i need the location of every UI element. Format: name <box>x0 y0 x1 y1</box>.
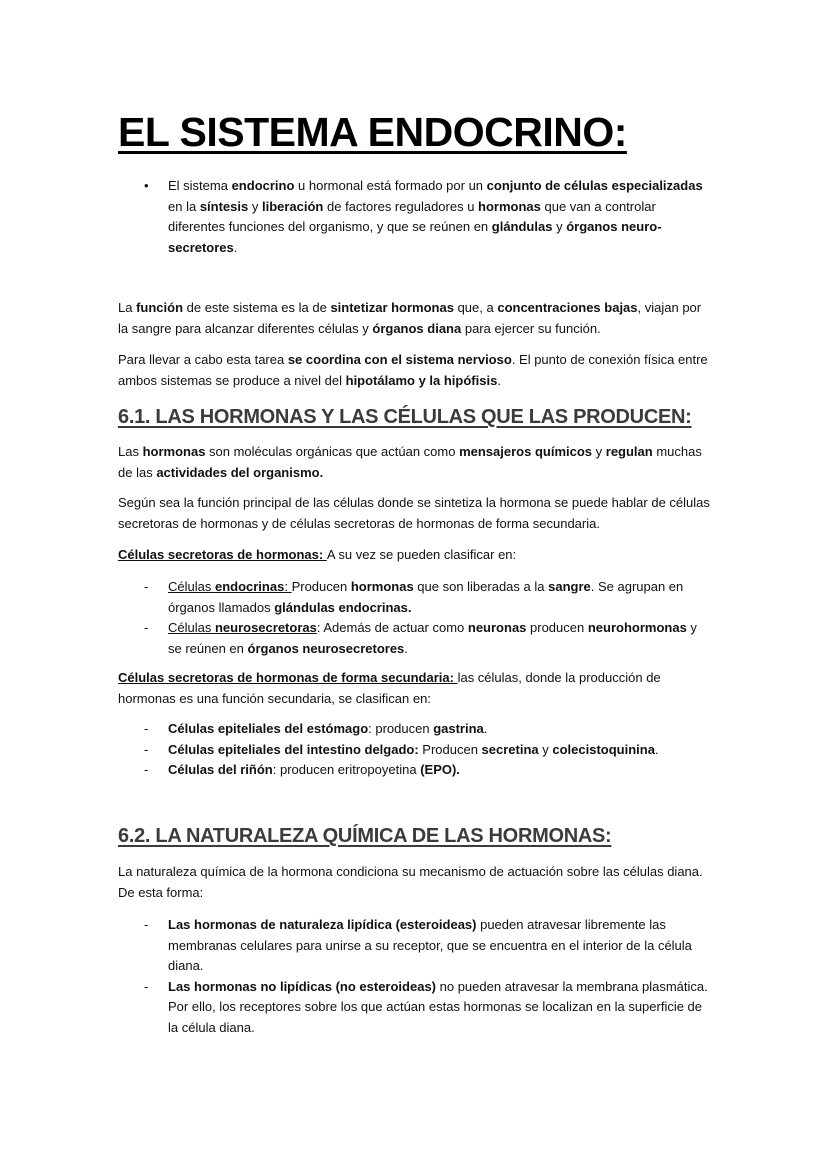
text-run: gastrina <box>433 721 484 736</box>
intro-bullet-list <box>118 176 714 258</box>
list-item <box>118 915 714 977</box>
text-run: : <box>284 579 292 594</box>
text-run: endocrinas <box>214 579 285 594</box>
text-run: : Además de actuar como <box>316 620 468 635</box>
text-run: conjunto de células especializadas <box>486 178 703 193</box>
paragraph-forma-secundaria <box>118 668 714 709</box>
text-run: y <box>248 198 262 214</box>
dash-marker: - <box>144 620 149 635</box>
document-title: EL SISTEMA ENDOCRINO: <box>118 109 627 155</box>
text-run: hipotálamo y la hipófisis <box>345 372 498 388</box>
text-run: , viajan por la sangre para alcanzar diferentes células y <box>118 300 702 336</box>
text-run: hormonas <box>350 579 414 594</box>
text-run: La <box>118 300 137 315</box>
text-run: Las <box>118 444 143 459</box>
text-run: que, a <box>453 300 498 315</box>
text-run: (EPO). <box>420 762 460 777</box>
text-run: síntesis <box>199 198 249 214</box>
text-run: . <box>233 239 238 255</box>
text-run: Células <box>168 579 215 594</box>
text-run: Células secretoras de hormonas: <box>118 547 327 562</box>
text-run: . <box>654 741 659 757</box>
paragraph-hormonas <box>118 442 714 483</box>
text-run: Las hormonas no lipídicas (no esteroideas) <box>168 978 437 994</box>
list-item <box>118 577 714 618</box>
text-run: Células del riñón <box>168 762 273 777</box>
list-item <box>118 740 714 761</box>
text-run: liberación <box>261 198 324 214</box>
text-run: que van a controlar diferentes funciones del organismo, y que se reúnen en <box>168 198 656 234</box>
text-run: actividades del organismo. <box>156 464 324 480</box>
text-run: glándulas <box>491 219 553 234</box>
paragraph-celulas-secretoras <box>118 545 714 566</box>
text-run: neuronas <box>467 620 527 635</box>
dash-marker: - <box>144 741 149 757</box>
dash-marker: - <box>144 762 149 777</box>
text-run: producen <box>526 620 588 635</box>
text-run: secretina <box>481 741 539 757</box>
text-run: El sistema <box>168 178 232 193</box>
text-run: Células epiteliales del estómago <box>168 721 369 736</box>
text-run: concentraciones bajas <box>497 300 638 315</box>
list-naturaleza <box>118 915 714 1038</box>
text-run: mensajeros químicos <box>459 444 593 459</box>
text-run: órganos neurosecretores <box>247 640 405 656</box>
text-run: . <box>497 372 501 388</box>
text-run: Según sea la función principal de las células donde se sintetiza la hormona se puede hablar de células secretoras de hormonas y de células secretoras de hormonas de forma secundaria. <box>118 495 710 531</box>
list-item <box>118 719 714 740</box>
text-run: para ejercer su función. <box>461 320 601 336</box>
paragraph-funcion <box>118 298 714 339</box>
text-run: hormonas <box>478 198 541 214</box>
text-run: de factores reguladores u <box>323 198 479 214</box>
text-run: Células epiteliales del intestino delgado: <box>168 741 419 757</box>
text-run: y se reúnen en <box>168 620 697 656</box>
paragraph-coordinacion <box>118 350 714 391</box>
text-run: . <box>483 721 488 736</box>
text-run: las células, donde la producción de hormonas es una función secundaria, se clasifican en: <box>118 670 661 706</box>
list-item <box>118 977 714 1039</box>
dash-marker: - <box>144 579 149 594</box>
text-run: Las hormonas de naturaleza lipídica (esteroideas) <box>168 917 477 932</box>
dash-marker: - <box>144 978 149 994</box>
text-run: hormonas <box>142 444 206 459</box>
text-run: endocrino <box>231 178 295 193</box>
text-run: Producen <box>418 741 482 757</box>
text-run: que son liberadas a la <box>413 579 549 594</box>
list-forma-secundaria <box>118 719 714 781</box>
text-run: . El punto de conexión física entre ambos sistemas se produce a nivel del <box>118 352 708 388</box>
text-run: Producen <box>291 579 351 594</box>
text-run: . <box>404 640 408 656</box>
text-run: glándulas endocrinas. <box>274 599 412 615</box>
text-run: muchas de las <box>118 444 702 480</box>
paragraph-naturaleza <box>118 862 714 903</box>
text-run: u hormonal está formado por un <box>294 178 487 193</box>
text-run: Para llevar a cabo esta tarea <box>118 352 288 367</box>
paragraph-segun <box>118 493 714 534</box>
list-item <box>118 618 714 659</box>
text-run: Células <box>168 620 215 635</box>
text-run: órganos diana <box>372 320 462 336</box>
text-run: no pueden atravesar la membrana plasmática. Por ello, los receptores sobre los que actúan estas hormonas se localizan en la superficie de la célula diana. <box>168 978 708 1035</box>
text-run: y <box>538 741 553 757</box>
text-run: y <box>552 219 567 234</box>
text-run: de este sistema es la de <box>183 300 331 315</box>
dash-marker: - <box>144 721 149 736</box>
text-run: : producen eritropoyetina <box>272 762 421 777</box>
text-run: regulan <box>605 444 653 459</box>
text-run: órganos neuro-secretores <box>168 219 662 255</box>
text-run: colecistoquinina <box>552 741 655 757</box>
text-run: se coordina con el sistema nervioso <box>287 352 512 367</box>
text-run: pueden atravesar libremente las membranas celulares para unirse a su receptor, que se encuentra en el interior de la célula diana. <box>168 917 692 973</box>
list-item <box>118 760 714 781</box>
text-run: . Se agrupan en órganos llamados <box>168 579 684 615</box>
text-run: : producen <box>368 721 434 736</box>
text-run: La naturaleza química de la hormona condiciona su mecanismo de actuación sobre las células diana. De esta forma: <box>118 864 703 900</box>
list-celulas-secretoras <box>118 577 714 659</box>
list-item <box>118 176 714 258</box>
dash-marker: - <box>144 917 149 932</box>
text-run: neurohormonas <box>587 620 687 635</box>
text-run: Células secretoras de hormonas de forma secundaria: <box>118 670 458 685</box>
text-run: neurosecretoras <box>214 620 317 635</box>
text-run: A su vez se pueden clasificar en: <box>326 547 517 562</box>
text-run: sintetizar hormonas <box>330 300 454 315</box>
text-run: sangre <box>548 579 591 594</box>
bullet-icon: • <box>144 178 149 193</box>
text-run: en la <box>168 198 200 214</box>
section-heading-6-2: 6.2. LA NATURALEZA QUÍMICA DE LAS HORMONAS: <box>118 825 612 847</box>
text-run: función <box>136 300 184 315</box>
text-run: son moléculas orgánicas que actúan como <box>205 444 460 459</box>
section-heading-6-1: 6.1. LAS HORMONAS Y LAS CÉLULAS QUE LAS PRODUCEN: <box>118 406 692 428</box>
text-run: y <box>592 444 606 459</box>
